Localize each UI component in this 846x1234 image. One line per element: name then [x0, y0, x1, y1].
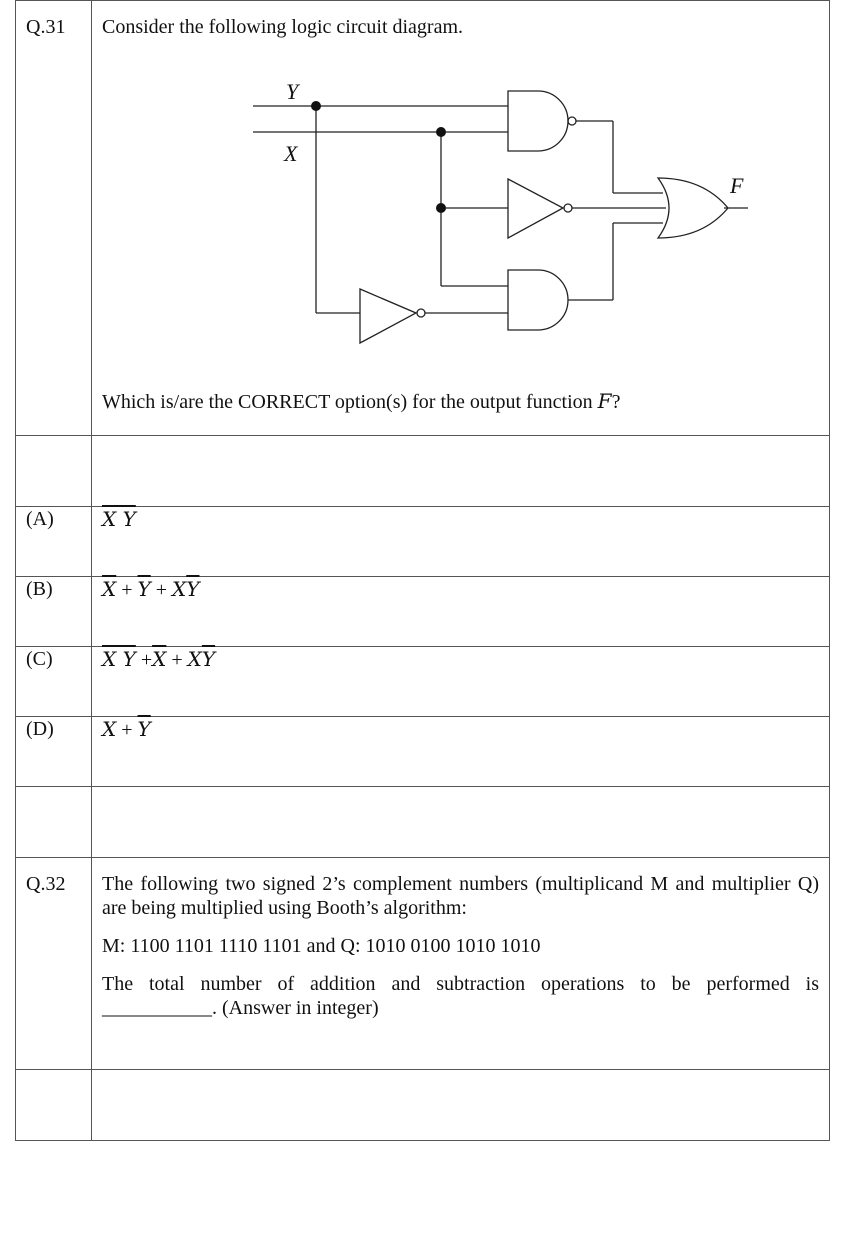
- logic-circuit-diagram: [168, 71, 744, 361]
- option-d-text[interactable]: $X + \overline{Y}$: [92, 717, 830, 787]
- input-label-y: Y: [286, 79, 299, 104]
- option-b-text[interactable]: $\overline{X} + \overline{Y} + X\overline{Y}$: [92, 577, 830, 647]
- and-gate: [508, 270, 568, 330]
- question-table: [15, 0, 830, 1141]
- question-row-31: [16, 1, 830, 436]
- option-label: (B): [16, 577, 92, 647]
- junction-dot: [436, 127, 446, 137]
- spacer-row: [16, 787, 830, 858]
- question-number: Q.31: [16, 1, 92, 436]
- option-label: (A): [16, 507, 92, 577]
- answer-blank[interactable]: ___________: [102, 997, 212, 1019]
- not-gate-middle: [508, 179, 563, 238]
- option-row-a[interactable]: [16, 507, 830, 577]
- option-a-text[interactable]: X Y: [92, 507, 830, 577]
- option-row-b[interactable]: [16, 577, 830, 647]
- question-paragraph: The total number of addition and subtraction operations to be performed is ___________. (Answer in integer): [102, 973, 819, 1019]
- not-gate-bottom: [360, 289, 416, 343]
- spacer-row: [16, 436, 830, 507]
- question-values: M: 1100 1101 1110 1101 and Q: 1010 0100 1010 1010: [102, 935, 541, 957]
- question-paragraph: The following two signed 2’s complement numbers (multiplicand M and multiplier Q) are being multiplied using Booth’s algorithm:: [102, 873, 819, 919]
- input-label-x: X: [284, 141, 298, 166]
- nand-gate: [508, 91, 568, 151]
- option-label: (C): [16, 647, 92, 717]
- output-label-f: F: [730, 173, 744, 198]
- or-gate: [658, 178, 728, 238]
- option-row-d[interactable]: [16, 717, 830, 787]
- option-label: (D): [16, 717, 92, 787]
- junction-dot: [311, 101, 321, 111]
- question-number: Q.32: [16, 858, 92, 1070]
- option-c-text[interactable]: X $Y +\overline{X} + X\overline{Y}$: [92, 647, 830, 717]
- question-text: Which is/are the CORRECT option(s) for the output function F?: [102, 389, 621, 413]
- option-row-c[interactable]: [16, 647, 830, 717]
- junction-dot: [436, 203, 446, 213]
- question-prompt: Consider the following logic circuit diagram.: [102, 16, 464, 38]
- question-row-32: [16, 858, 830, 1070]
- spacer-row: [16, 1070, 830, 1141]
